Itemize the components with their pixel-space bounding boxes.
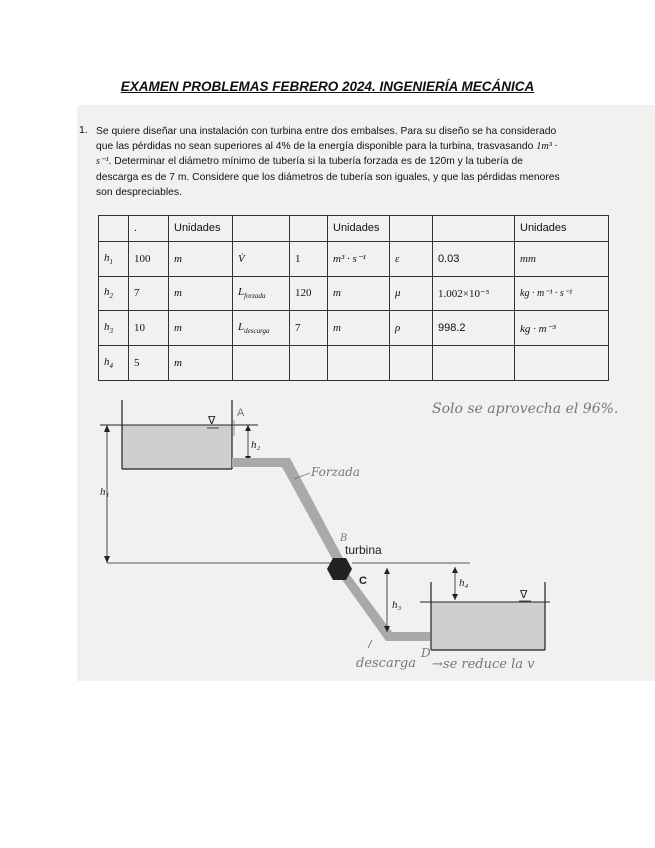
header-unidades-2: Unidades [328,216,390,242]
table-row: $h_1$ 100 m V̇ 1 m³ · s⁻¹ ε 0.03 mm [99,241,609,276]
label-D: D [421,646,431,660]
handwritten-note-forzada: Forzada [311,465,360,479]
water-surface-icon: ∇ [520,589,528,601]
label-h3: h₃ [392,599,402,611]
turbine-label: turbina [345,543,382,557]
handwritten-note-top: Solo se aprovecha el 96%. [432,401,619,417]
question-text: Se quiere diseñar una instalación con turbina entre dos embalses. Para su diseño se ha considerado que las pérdidas no sean superiores al 4% de la energía disponible para la turbina, trasvasando 1m³ · s⁻¹. Determinar el diámetro mínimo de tubería si la tubería forzada es de 120m y la tubería de descarga es de 7 m. Considere que los diámetros de tubería son iguales, y que las pérdidas menores son despreciables. [96,126,560,198]
label-B: B [340,533,348,544]
label-C: C [359,575,367,587]
label-A: A [237,407,245,419]
question-number: 1. [79,124,88,136]
discharge-pipe [338,574,430,641]
handwritten-note-reduce: →se reduce la v [432,657,535,672]
water-surface-icon: ∇ [208,415,216,427]
label-h2: h₂ [251,439,261,451]
table-row: $h_2$ 7 m $L_{forzada}$ 120 m μ 1.002×10⁻³ kg · m⁻¹ · s⁻¹ [99,276,609,311]
table-header-row: . Unidades Unidades Unidades [99,216,609,242]
handwritten-note-descarga: descarga [356,656,417,671]
exam-title: EXAMEN PROBLEMAS FEBRERO 2024. INGENIERÍA MECÁNICA [120,79,535,94]
flow-value: 1m³ · s⁻¹ [96,141,558,168]
table-row: $h_4$ 5 m [99,346,609,381]
label-h1: h₁ [100,486,110,498]
header-unidades-3: Unidades [515,216,609,242]
table-row: $h_3$ 10 m $L_{descarga}$ 7 m ρ 998.2 kg · m⁻³ [99,311,609,346]
label-h4: h₄ [459,577,469,589]
upper-reservoir [122,425,232,469]
lower-reservoir [431,602,545,650]
header-unidades-1: Unidades [169,216,233,242]
